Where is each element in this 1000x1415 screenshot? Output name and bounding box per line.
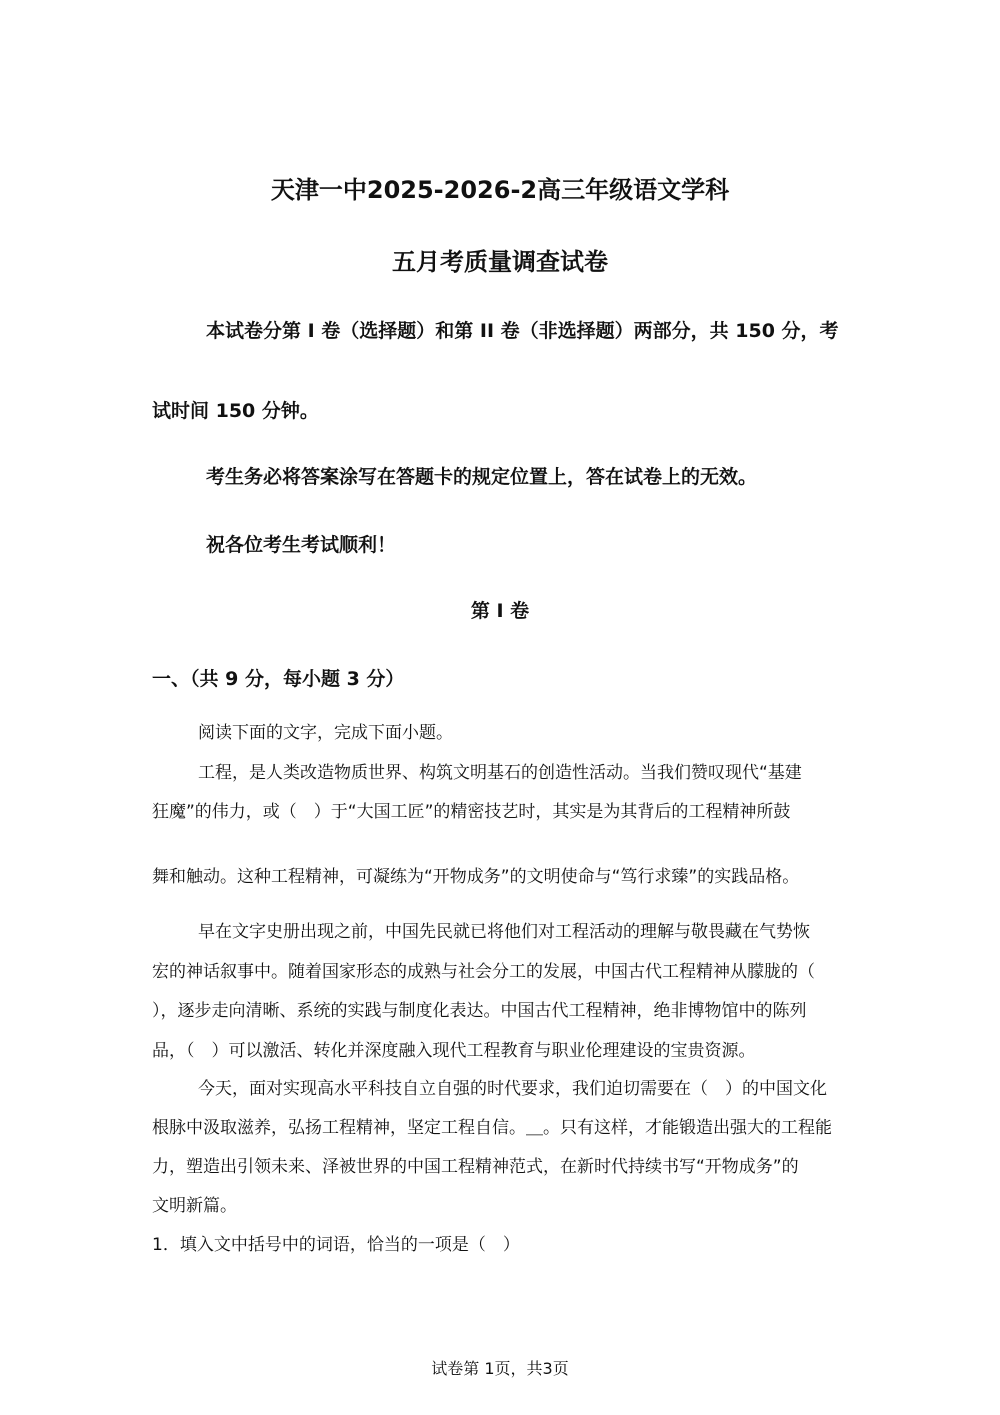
- passage-line: 品，（ ）可以激活、转化并深度融入现代工程教育与职业伦理建设的宝贵资源。: [152, 1041, 756, 1061]
- passage-line: 舞和触动。这种工程精神，可凝练为“开物成务”的文明使命与“笃行求臻”的实践品格。: [152, 867, 800, 887]
- passage-line: ），逐步走向清晰、系统的实践与制度化表达。中国古代工程精神，绝非博物馆中的陈列: [152, 1001, 807, 1021]
- intro-line-1: 本试卷分第 I 卷（选择题）和第 II 卷（非选择题）两部分，共 150 分，考: [206, 320, 839, 342]
- passage-line: 今天，面对实现高水平科技自立自强的时代要求，我们迫切需要在（ ）的中国文化: [198, 1079, 827, 1099]
- passage-line: 宏的神话叙事中。随着国家形态的成熟与社会分工的发展，中国古代工程精神从朦胧的（: [152, 962, 815, 982]
- passage-line: 力，塑造出引领未来、泽被世界的中国工程精神范式，在新时代持续书写“开物成务”的: [152, 1157, 799, 1177]
- intro-line-4: 祝各位考生考试顺利！: [206, 534, 397, 556]
- exam-title-line1: 天津一中2025-2026-2高三年级语文学科: [270, 176, 730, 204]
- intro-line-2: 试时间 150 分钟。: [152, 400, 319, 422]
- question-1: 1．填入文中括号中的词语，恰当的一项是（ ）: [152, 1235, 520, 1255]
- passage-line: 早在文字史册出现之前，中国先民就已将他们对工程活动的理解与敬畏藏在气势恢: [198, 922, 810, 942]
- volume-title: 第 I 卷: [470, 600, 530, 622]
- passage-line: 文明新篇。: [152, 1196, 237, 1216]
- exam-title-line2: 五月考质量调查试卷: [392, 248, 608, 276]
- passage-line: 工程，是人类改造物质世界、构筑文明基石的创造性活动。当我们赞叹现代“基建: [198, 763, 802, 783]
- page-footer: 试卷第 1页，共3页: [431, 1359, 569, 1378]
- part-one-heading: 一、（共 9 分，每小题 3 分）: [152, 668, 405, 690]
- intro-line-3: 考生务必将答案涂写在答题卡的规定位置上，答在试卷上的无效。: [206, 466, 758, 488]
- passage-line: 狂魔”的伟力，或（ ）于“大国工匠”的精密技艺时，其实是为其背后的工程精神所鼓: [152, 802, 791, 822]
- passage-line: 根脉中汲取滋养，弘扬工程精神，坚定工程自信。＿。只有这样，才能锻造出强大的工程能: [152, 1118, 832, 1138]
- passage-line: 阅读下面的文字，完成下面小题。: [198, 723, 453, 743]
